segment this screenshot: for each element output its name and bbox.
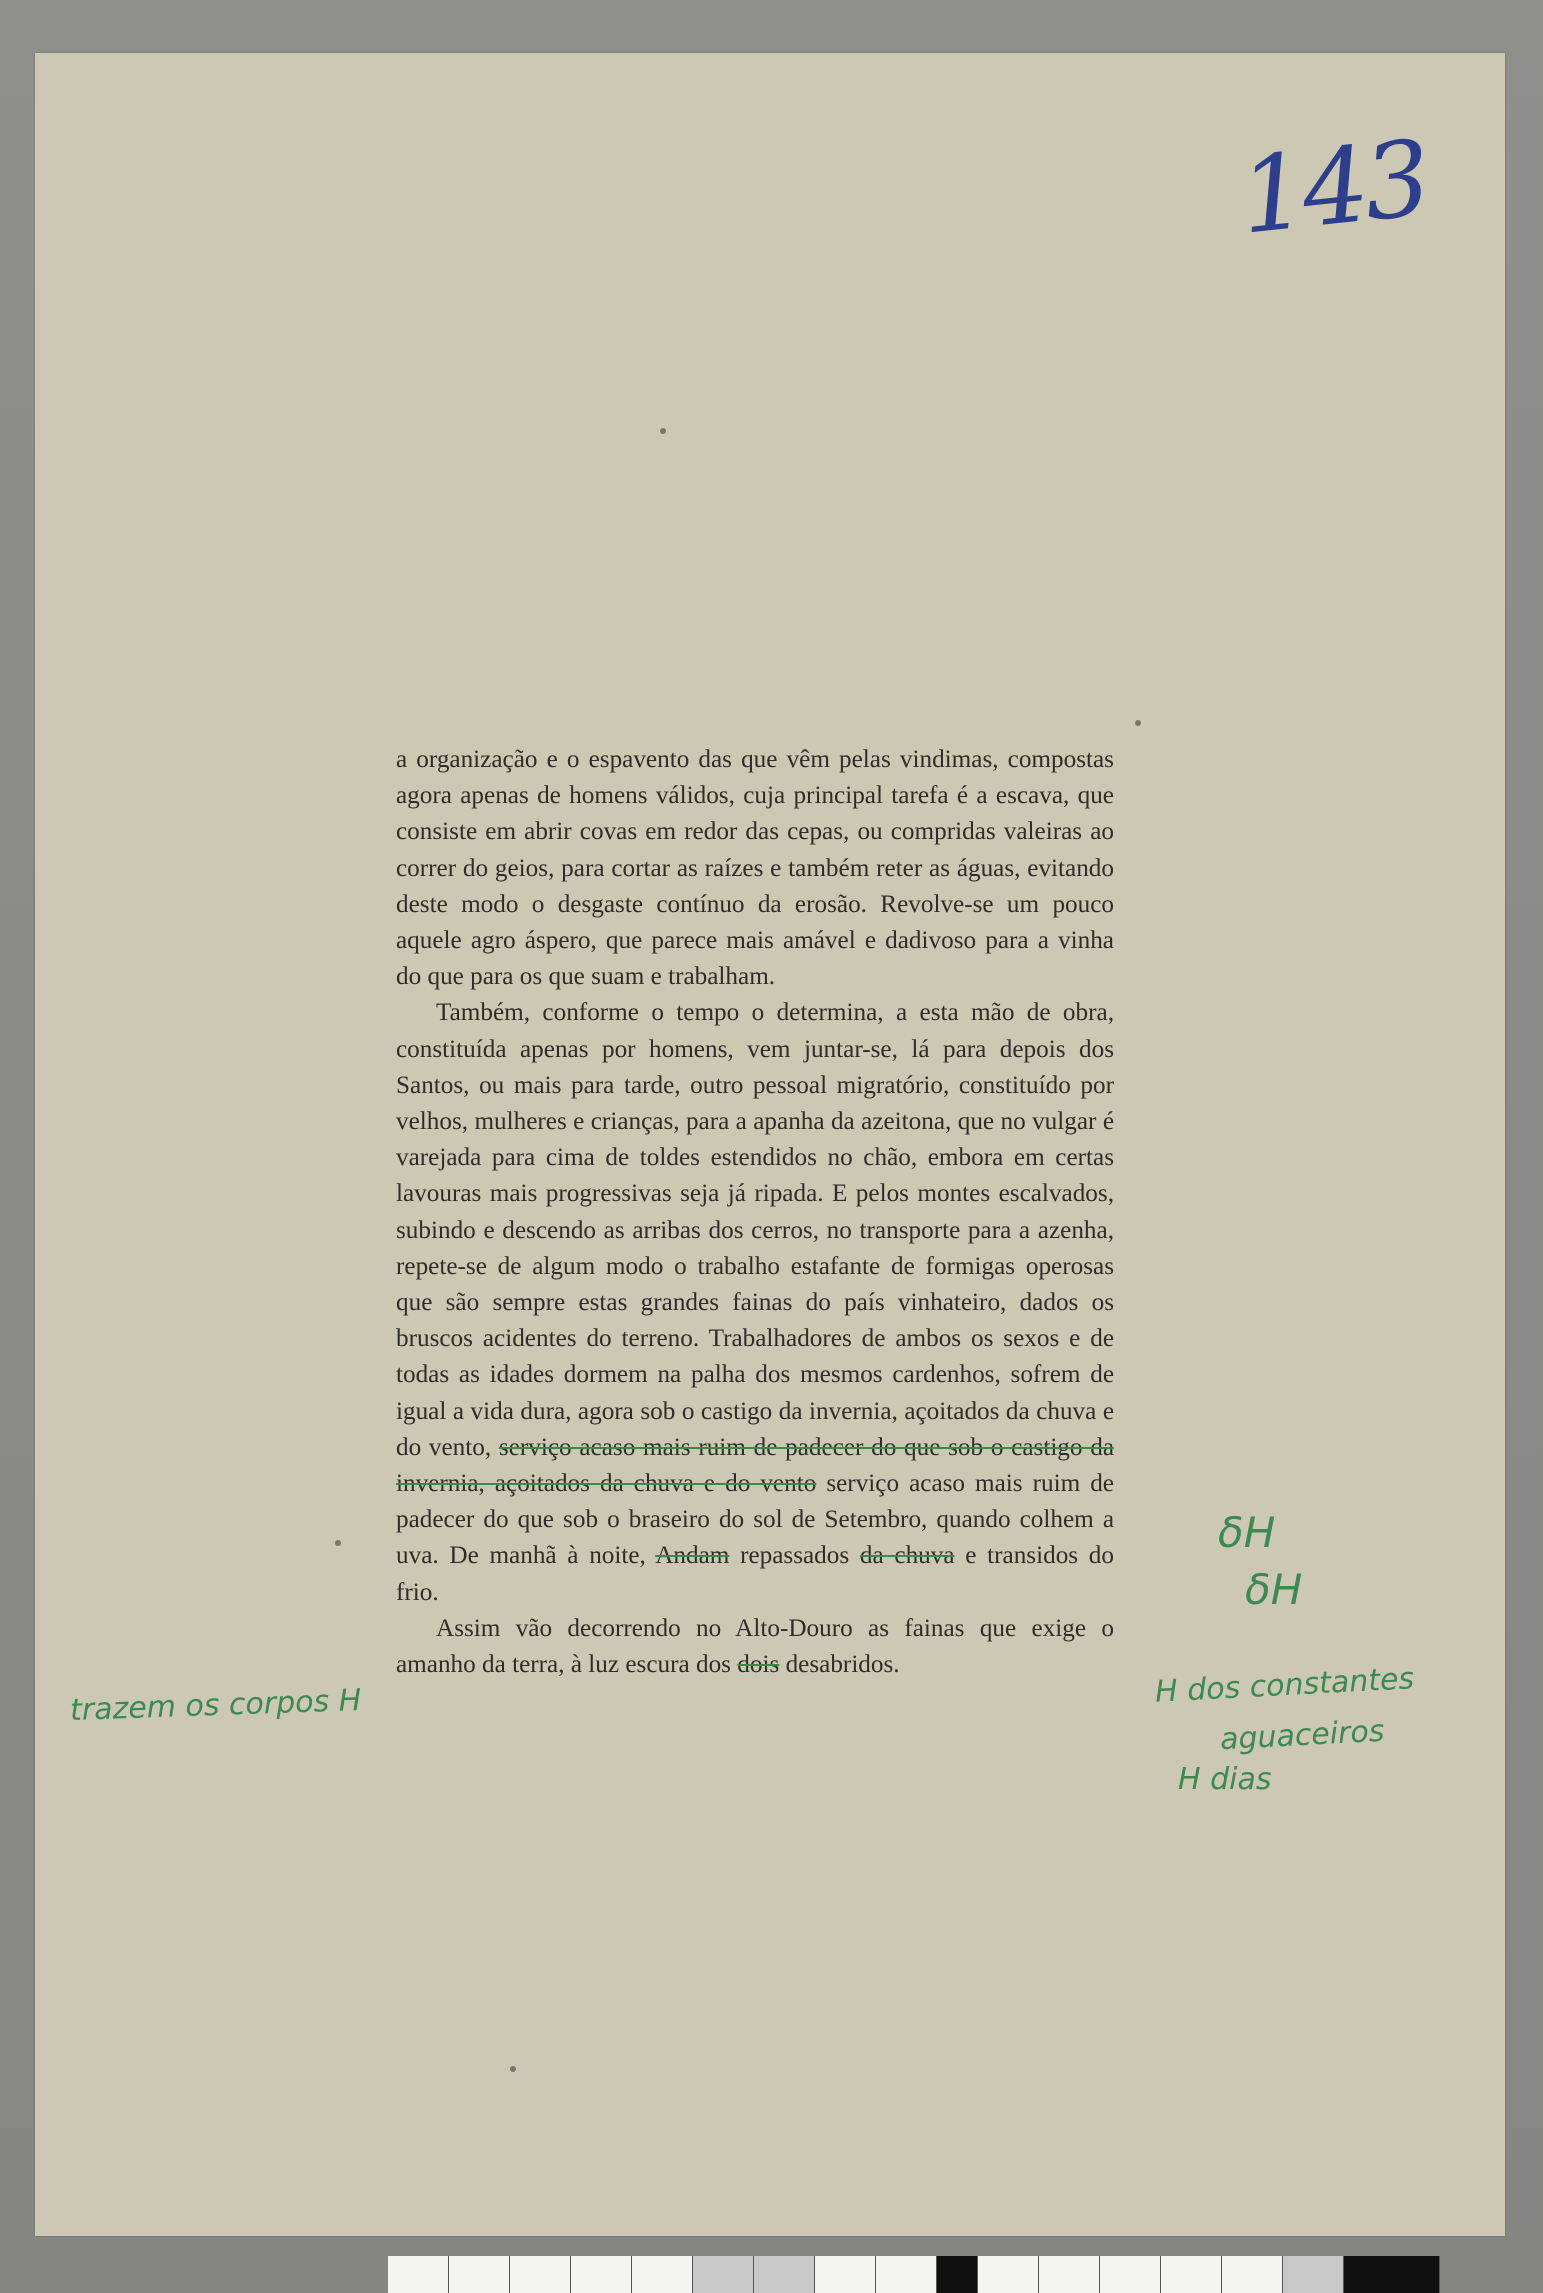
scale-segment <box>937 2256 978 2293</box>
paragraph-1: a organização e o espavento das que vêm pelas vindimas, compostas agora apenas de homens válidos, cuja principal tarefa é a escava, que consiste em abrir covas em redor das cepas, ou compridas valeiras ao correr do geios, para cortar as raízes e também reter as águas, evitando deste modo o desgaste contínuo da erosão. Revolve-se um pouco aquele agro áspero, que parece mais amável e dadivoso para a vinha do que para os que suam e trabalham. <box>396 746 1114 991</box>
scale-segment <box>978 2256 1039 2293</box>
margin-note-right-4: aguaceiros <box>1219 1713 1386 1758</box>
paragraph-3-text: Assim vão decorrendo no Alto-Douro as fainas que exige o amanho da terra, à luz escura dos <box>396 1614 1114 1679</box>
ink-speck <box>335 1540 341 1546</box>
body-text <box>396 742 1114 1683</box>
scale-segment <box>754 2256 815 2293</box>
scale-segment <box>388 2256 449 2293</box>
scale-segment <box>1039 2256 1100 2293</box>
margin-note-right-5: H dias <box>1178 1762 1272 1797</box>
scale-segment <box>571 2256 632 2293</box>
scale-segment <box>1283 2256 1344 2293</box>
scale-segment <box>1100 2256 1161 2293</box>
scale-segment <box>693 2256 754 2293</box>
struck-da-chuva: da chuva <box>859 1542 955 1570</box>
paragraph-3-end: desabridos. <box>785 1651 900 1679</box>
paragraph-2-text: Também, conforme o tempo o determina, a esta mão de obra, constituída apenas por homens, vem juntar-se, lá para depois dos Santos, ou mais para tarde, outro pessoal migratório, constituído por velhos, mulheres e crianças, para a apanha da azeitona, que no vulgar é varejada para cima de toldes estendidos no chão, embora em certas lavouras mais progressivas seja já ripada. E pelos montes escalvados, subindo e descendo as arribas dos cerros, no transporte para a azenha, repete-se de algum modo o trabalho estafante de formigas operosas que são sempre estas grandes fainas do país vinhateiro, dados os bruscos acidentes do terreno. Trabalhadores de ambos os sexos e de todas as idades dormem na palha dos mesmos cardenhos, sofrem de igual a vida dura, agora sob o castigo da invernia, açoitados da chuva e do vento, <box>396 999 1114 1461</box>
color-scale-bar <box>388 2256 1543 2293</box>
ink-speck <box>510 2066 516 2072</box>
struck-dois: dois <box>737 1651 780 1679</box>
margin-note-right-2: δH <box>1245 1565 1303 1614</box>
scale-segment <box>876 2256 937 2293</box>
scale-segment <box>1344 2256 1440 2293</box>
struck-word-andam: Andam <box>655 1542 730 1570</box>
scale-segment <box>815 2256 876 2293</box>
ink-speck <box>1135 720 1141 726</box>
scale-segment <box>1161 2256 1222 2293</box>
paragraph-2 <box>396 995 1114 1610</box>
margin-note-right-3: H dos constantes <box>1154 1661 1415 1710</box>
margin-note-right-1: δH <box>1218 1508 1276 1557</box>
ink-speck <box>660 428 666 434</box>
scale-segment <box>1222 2256 1283 2293</box>
paragraph-3 <box>396 1611 1114 1683</box>
scale-segment <box>449 2256 510 2293</box>
folio-number: 143 <box>1234 116 1433 258</box>
margin-note-left: trazem os corpos H <box>69 1682 362 1729</box>
paragraph-2-continuation: serviço acaso mais ruim de padecer do que sob o braseiro do sol de Setembro, quando colhem a uva. De manhã à noite, <box>396 1470 1114 1570</box>
scale-segment <box>632 2256 693 2293</box>
paragraph-2-end: e transidos do frio. <box>396 1542 1114 1606</box>
scale-segment <box>510 2256 571 2293</box>
word-repassados: repassados <box>740 1542 850 1570</box>
struck-passage: serviço acaso mais ruim de padecer do que sob o castigo da invernia, açoitados da chuva e do vento <box>396 1433 1114 1498</box>
